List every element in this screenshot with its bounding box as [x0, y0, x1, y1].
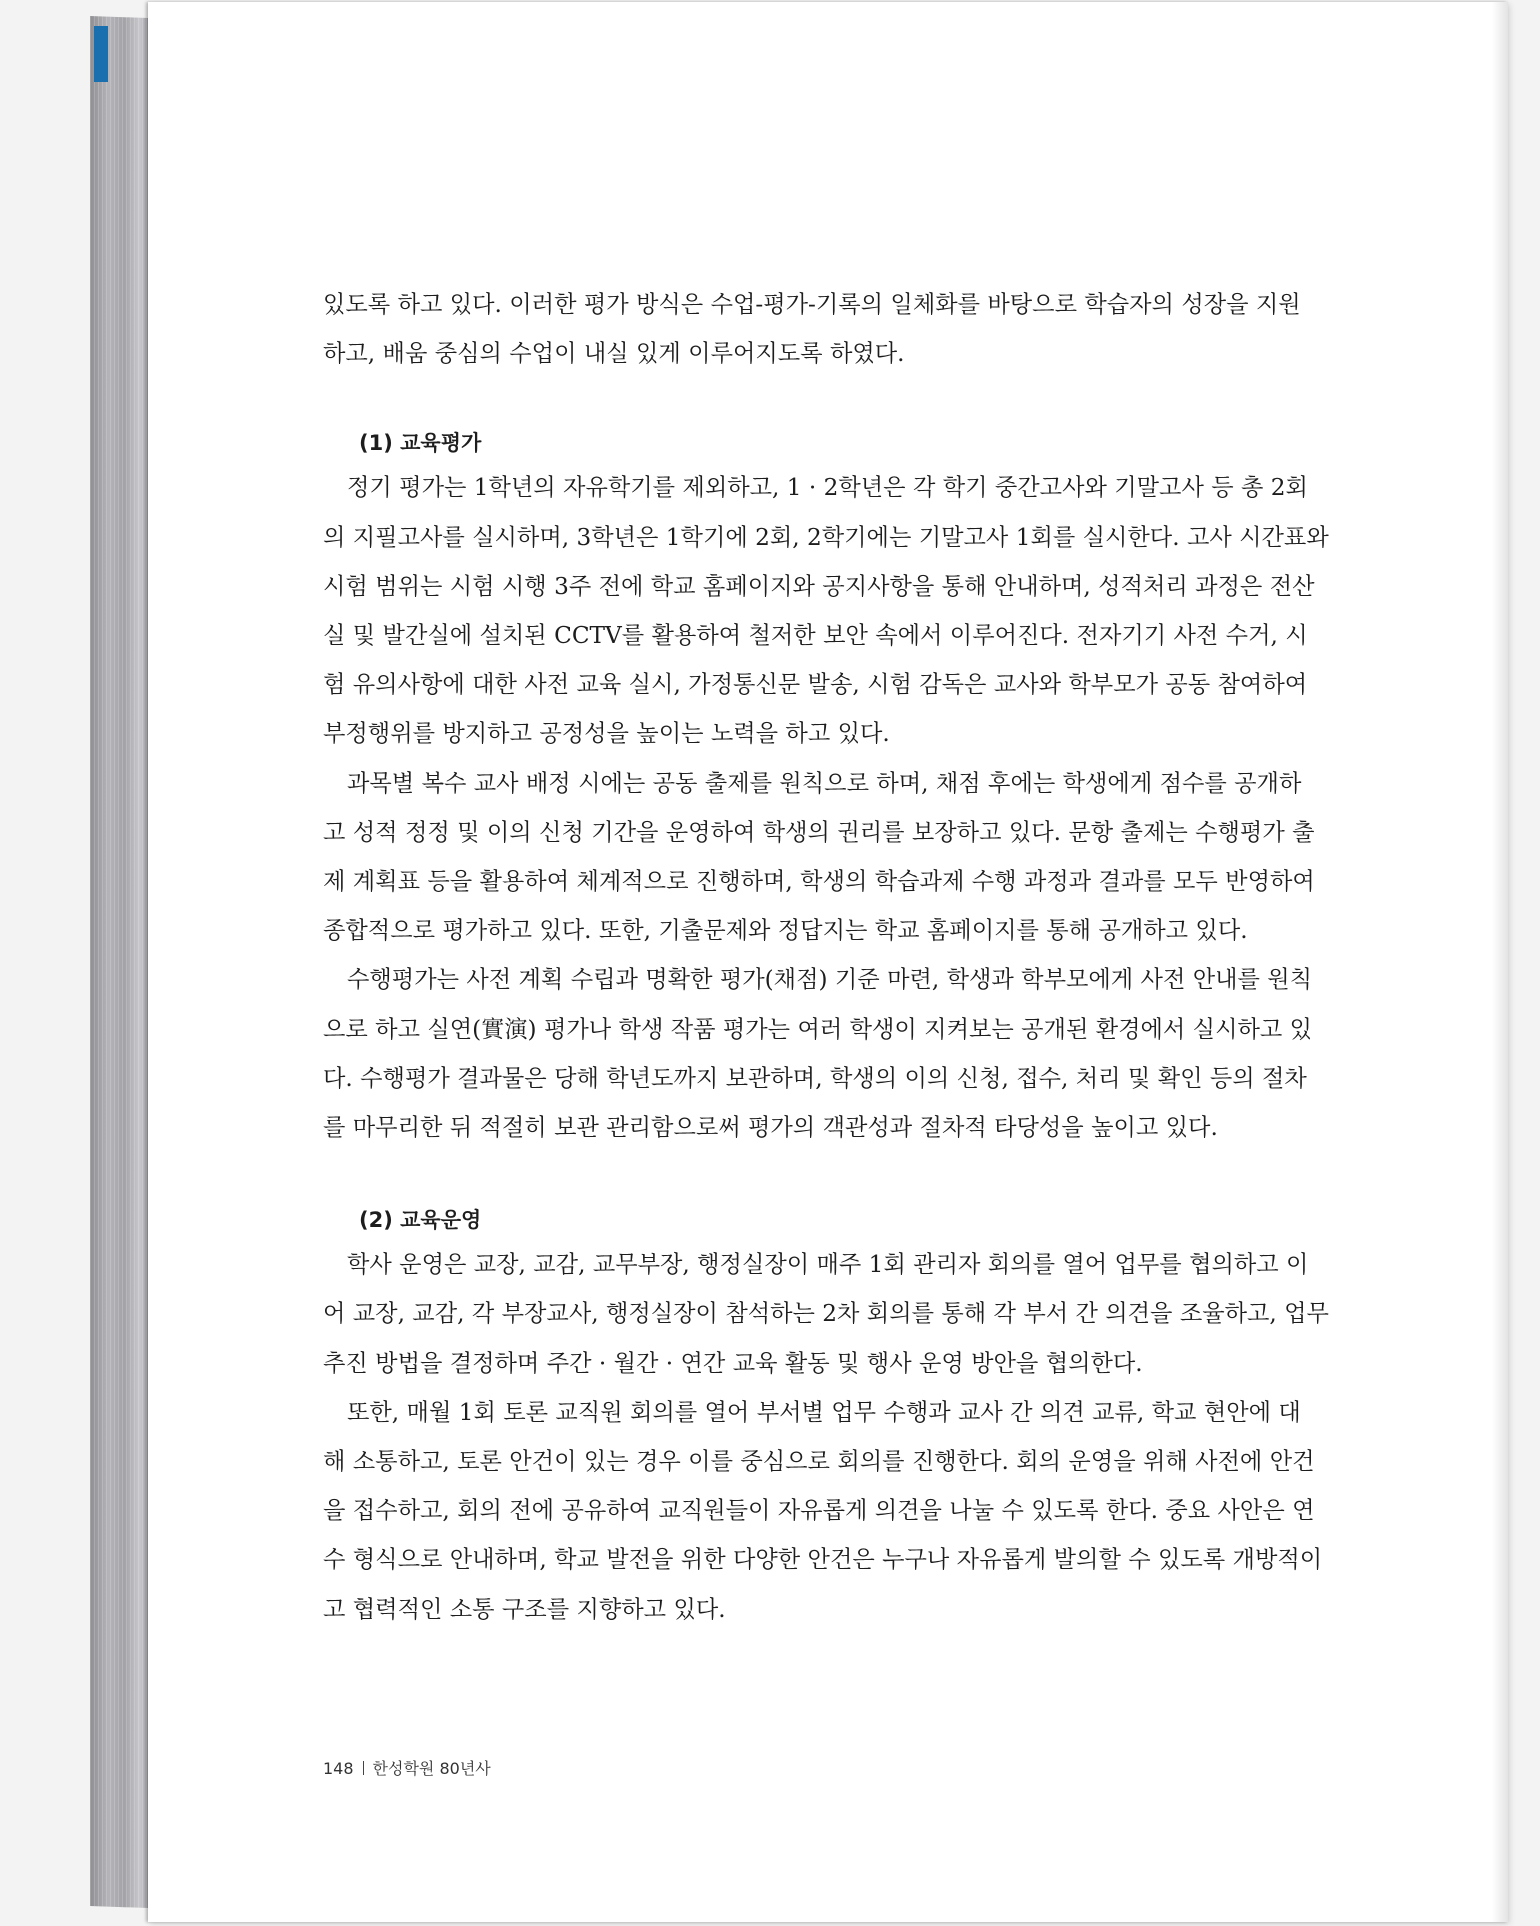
- footer-divider: [363, 1761, 364, 1775]
- book-title: 한성학원 80년사: [372, 1759, 491, 1778]
- paragraph: 또한, 매월 1회 토론 교직원 회의를 열어 부서별 업무 수행과 교사 간 의견 교류, 학교 현안에 대 해 소통하고, 토론 안건이 있는 경우 이를 중심으로 회의를 진행한다. 회의 운영을 위해 사전에 안건 을 접수하고, 회의 전에 공유하여 교직원들이 자유롭게 의견을 나눌 수 있도록 한다. 중요 사안은 연 수 형식으로 안내하며, 학교 발전을 위한 다양한 안건은 누구나 자유롭게 발의할 수 있도록 개방적이 고 협력적인 소통 구조를 지향하고 있다.: [323, 1398, 1323, 1623]
- intro-paragraph: 있도록 하고 있다. 이러한 평가 방식은 수업-평가-기록의 일체화를 바탕으로 학습자의 성장을 지원 하고, 배움 중심의 수업이 내실 있게 이루어지도록 하였다.: [323, 291, 1301, 368]
- page-footer: [323, 1756, 491, 1779]
- body-text: [323, 280, 1359, 1634]
- page-shadow: [1492, 2, 1508, 1922]
- section-heading-education-evaluation: (1) 교육평가: [359, 431, 482, 456]
- page-number: 148: [323, 1759, 354, 1778]
- section-heading-education-operation: (2) 교육운영: [359, 1208, 482, 1233]
- book-page-edges: [90, 16, 152, 1908]
- paragraph: 과목별 복수 교사 배정 시에는 공동 출제를 원칙으로 하며, 채점 후에는 학생에게 점수를 공개하 고 성적 정정 및 이의 신청 기간을 운영하여 학생의 권리를 보장하고 있다. 문항 출제는 수행평가 출 제 계획표 등을 활용하여 체계적으로 진행하며, 학생의 학습과제 수행 과정과 결과를 모두 반영하여 종합적으로 평가하고 있다. 또한, 기출문제와 정답지는 학교 홈페이지를 통해 공개하고 있다.: [323, 769, 1315, 945]
- paragraph: 학사 운영은 교장, 교감, 교무부장, 행정실장이 매주 1회 관리자 회의를 열어 업무를 협의하고 이 어 교장, 교감, 각 부장교사, 행정실장이 참석하는 2차 회의를 통해 각 부서 간 의견을 조율하고, 업무 추진 방법을 결정하며 주간 · 월간 · 연간 교육 활동 및 행사 운영 방안을 협의한다.: [323, 1251, 1329, 1377]
- book-page: [148, 2, 1508, 1922]
- paragraph: 수행평가는 사전 계획 수립과 명확한 평가(채점) 기준 마련, 학생과 학부모에게 사전 안내를 원칙 으로 하고 실연(實演) 평가나 학생 작품 평가는 여러 학생이 지켜보는 공개된 환경에서 실시하고 있 다. 수행평가 결과물은 당해 학년도까지 보관하며, 학생의 이의 신청, 접수, 처리 및 확인 등의 절차 를 마무리한 뒤 적절히 보관 관리함으로써 평가의 객관성과 절차적 타당성을 높이고 있다.: [323, 966, 1313, 1142]
- paragraph: 정기 평가는 1학년의 자유학기를 제외하고, 1 · 2학년은 각 학기 중간고사와 기말고사 등 총 2회 의 지필고사를 실시하며, 3학년은 1학기에 2회, 2학기에는 기말고사 1회를 실시한다. 고사 시간표와 시험 범위는 시험 시행 3주 전에 학교 홈페이지와 공지사항을 통해 안내하며, 성적처리 과정은 전산 실 및 발간실에 설치된 CCTV를 활용하여 철저한 보안 속에서 이루어진다. 전자기기 사전 수거, 시 험 유의사항에 대한 사전 교육 실시, 가정통신문 발송, 시험 감독은 교사와 학부모가 공동 참여하여 부정행위를 방지하고 공정성을 높이는 노력을 하고 있다.: [323, 474, 1329, 748]
- chapter-tab-marker: [94, 26, 108, 82]
